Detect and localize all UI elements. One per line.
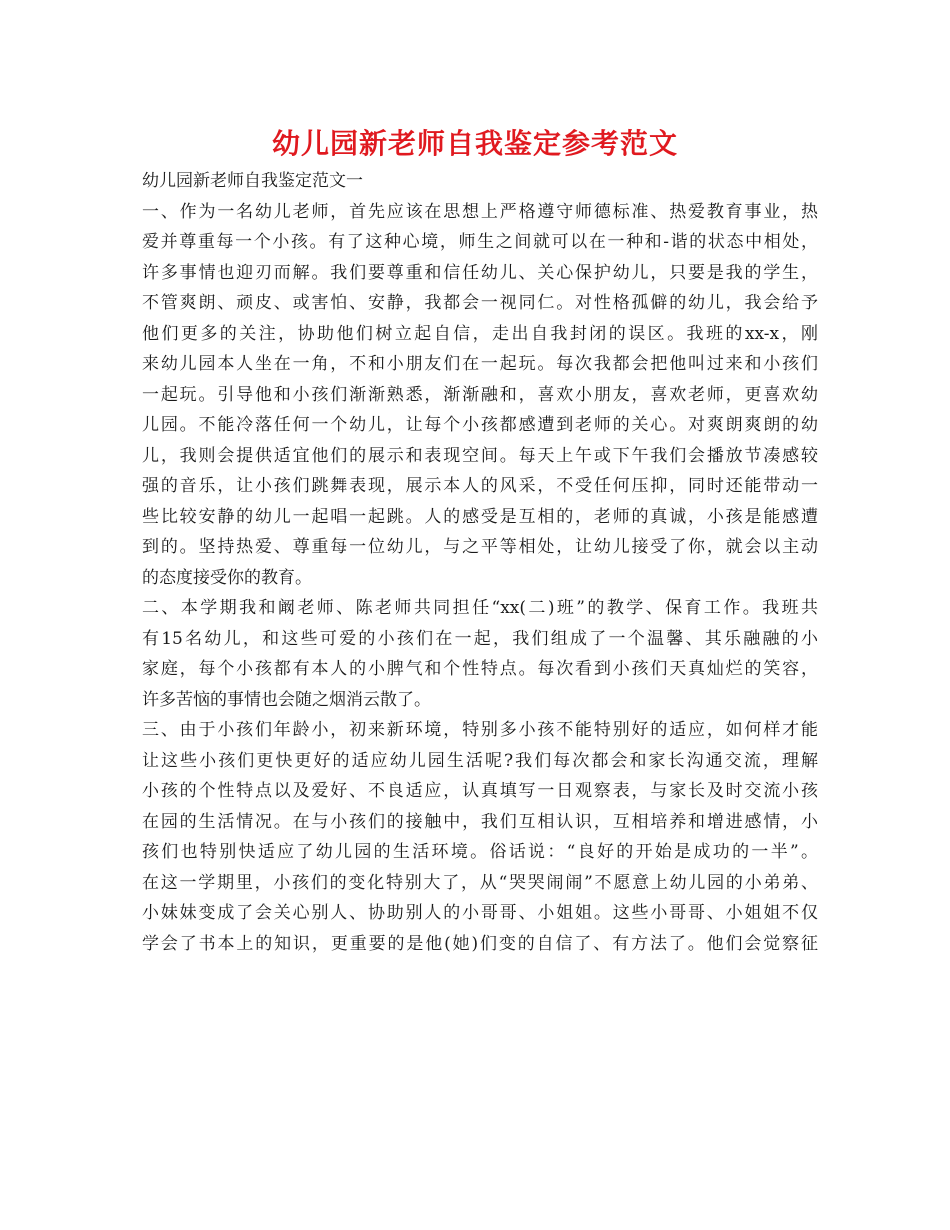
text-line: 有15名幼儿，和这些可爱的小孩们在一起，我们组成了一个温馨、其乐融融的小 bbox=[142, 628, 818, 649]
text-line: 许多苦恼的事情也会随之烟消云散了。 bbox=[142, 689, 431, 710]
text-line: 在园的生活情况。在与小孩们的接触中，我们互相认识，互相培养和增进感情，小 bbox=[142, 811, 818, 832]
text-line: 在这一学期里，小孩们的变化特别大了，从“哭哭闹闹”不愿意上幼儿园的小弟弟、 bbox=[142, 872, 818, 893]
document-body bbox=[142, 166, 818, 959]
text-line: 家庭，每个小孩都有本人的小脾气和个性特点。每次看到小孩们天真灿烂的笑容， bbox=[142, 659, 818, 679]
text-line: 让这些小孩们更快更好的适应幼儿园生活呢?我们每次都会和家长沟通交流，理解 bbox=[142, 750, 818, 771]
text-line: 不管爽朗、顽皮、或害怕、安静，我都会一视同仁。对性格孤僻的幼儿，我会给予 bbox=[142, 293, 818, 313]
text-line: 儿，我则会提供适宜他们的展示和表现空间。每天上午或下午我们会播放节凑感较 bbox=[142, 445, 818, 466]
text-line: 许多事情也迎刃而解。我们要尊重和信任幼儿、关心保护幼儿，只要是我的学生， bbox=[142, 262, 818, 283]
text-line: 些比较安静的幼儿一起唱一起跳。人的感受是互相的，老师的真诚，小孩是能感遭 bbox=[142, 506, 818, 527]
text-line: 孩们也特别快适应了幼儿园的生活环境。俗话说：“良好的开始是成功的一半”。 bbox=[142, 842, 818, 862]
text-line: 一起玩。引导他和小孩们渐渐熟悉，渐渐融和，喜欢小朋友，喜欢老师，更喜欢幼 bbox=[142, 384, 818, 405]
text-line: 来幼儿园本人坐在一角，不和小朋友们在一起玩。每次我都会把他叫过来和小孩们 bbox=[142, 354, 818, 374]
text-line: 学会了书本上的知识，更重要的是他(她)们变的自信了、有方法了。他们会觉察征 bbox=[142, 933, 818, 954]
text-line: 一、作为一名幼儿老师，首先应该在思想上严格遵守师德标准、热爱教育事业，热 bbox=[142, 201, 818, 222]
text-line: 到的。坚持热爱、尊重每一位幼儿，与之平等相处，让幼儿接受了你，就会以主动 bbox=[142, 537, 818, 557]
text-line: 二、本学期我和阚老师、陈老师共同担任“xx(二)班”的教学、保育工作。我班共 bbox=[142, 598, 818, 618]
text-line: 幼儿园新老师自我鉴定范文一 bbox=[142, 171, 363, 191]
text-line: 小妹妹变成了会关心别人、协助别人的小哥哥、小姐姐。这些小哥哥、小姐姐不仅 bbox=[142, 903, 818, 923]
text-line: 三、由于小孩们年龄小，初来新环境，特别多小孩不能特别好的适应，如何样才能 bbox=[142, 720, 818, 740]
text-line: 小孩的个性特点以及爱好、不良适应，认真填写一日观察表，与家长及时交流小孩 bbox=[142, 781, 818, 801]
text-line: 强的音乐，让小孩们跳舞表现，展示本人的风采，不受任何压抑，同时还能带动一 bbox=[142, 476, 818, 496]
text-line: 爱并尊重每一个小孩。有了这种心境，师生之间就可以在一种和-谐的状态中相处， bbox=[142, 232, 818, 252]
text-line: 儿园。不能冷落任何一个幼儿，让每个小孩都感遭到老师的关心。对爽朗爽朗的幼 bbox=[142, 415, 818, 435]
document-title: 幼儿园新老师自我鉴定参考范文 bbox=[271, 127, 678, 160]
text-line: 他们更多的关注，协助他们树立起自信，走出自我封闭的误区。我班的xx-x，刚 bbox=[142, 323, 818, 344]
text-line: 的态度接受你的教育。 bbox=[142, 567, 312, 588]
